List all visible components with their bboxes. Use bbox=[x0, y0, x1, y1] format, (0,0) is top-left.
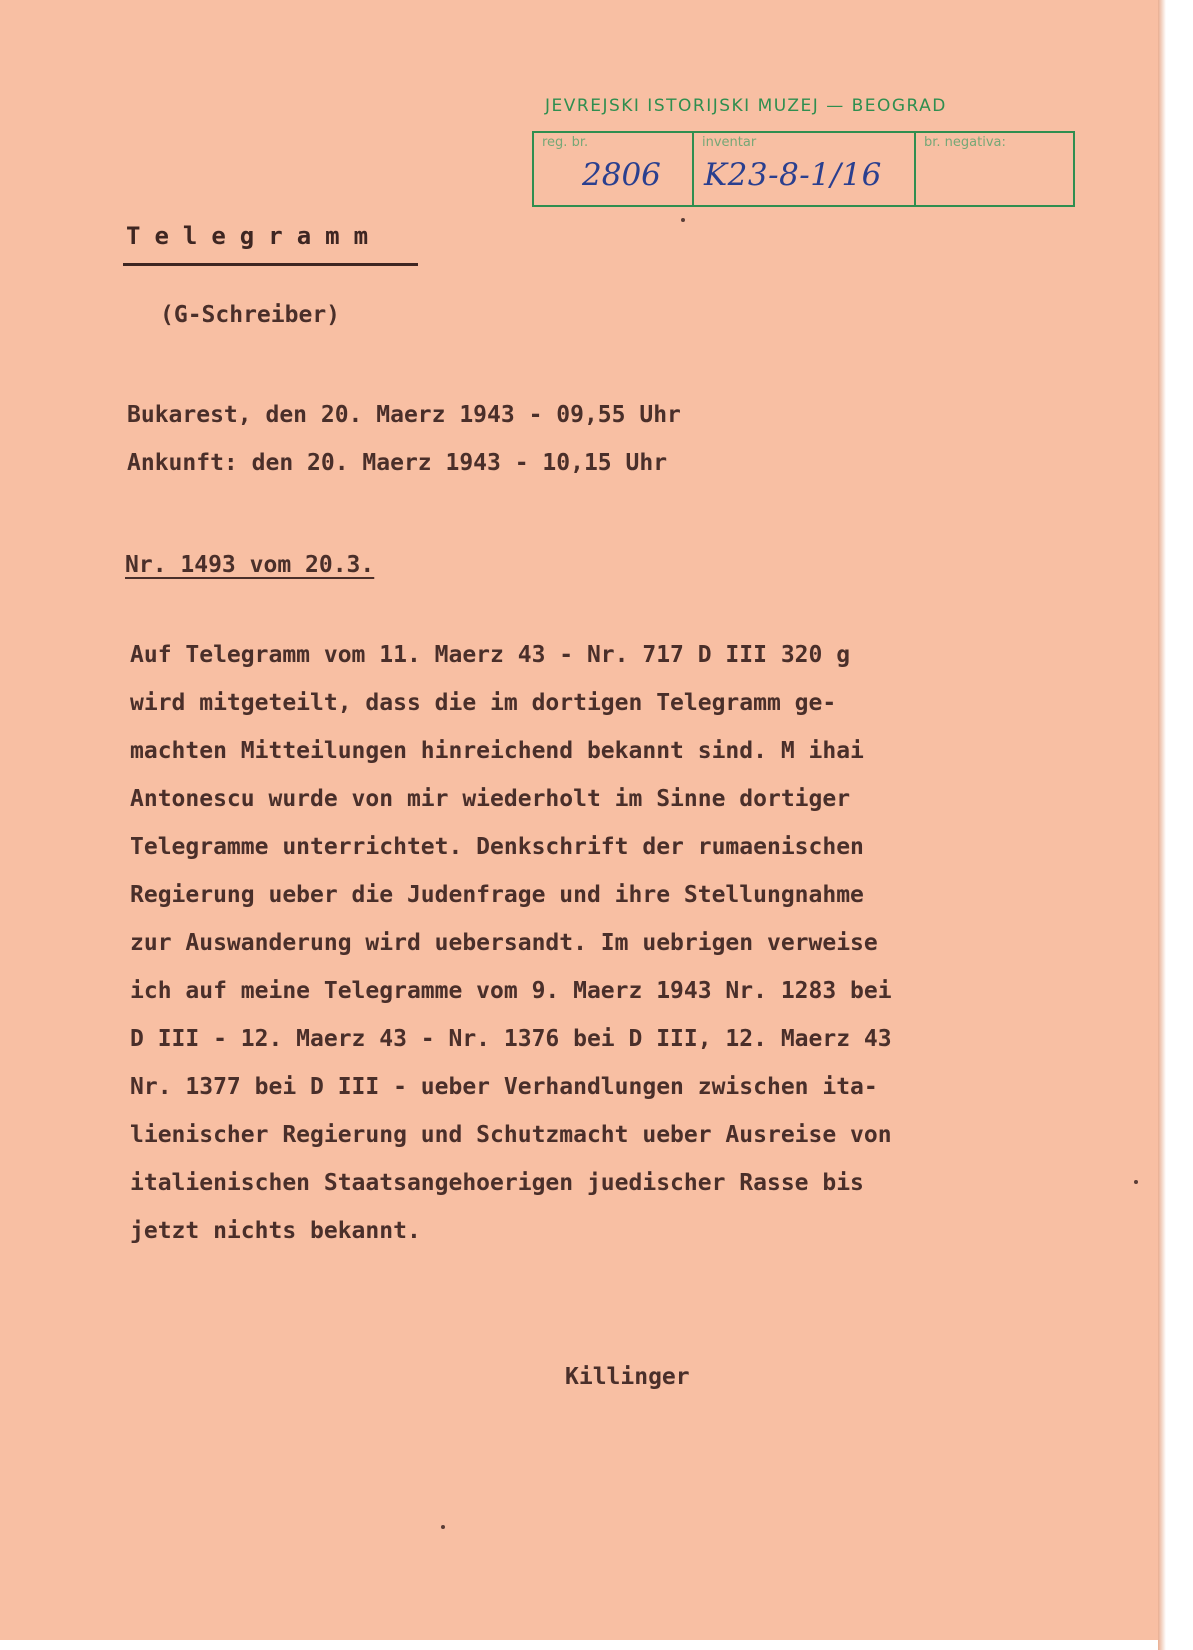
body-line: D III - 12. Maerz 43 - Nr. 1376 bei D III, 12. Maerz 43 bbox=[130, 1026, 892, 1052]
body-line: machten Mitteilungen hinreichend bekannt sind. M ihai bbox=[130, 738, 864, 764]
page-edge bbox=[1158, 0, 1166, 1650]
inv-number: K23-8-1/16 bbox=[704, 157, 882, 193]
stamp-label-reg: reg. br. bbox=[542, 135, 589, 150]
body-line: zur Auswanderung wird uebersandt. Im uebrigen verweise bbox=[130, 930, 878, 956]
body-line: ich auf meine Telegramme vom 9. Maerz 1943 Nr. 1283 bei bbox=[130, 978, 892, 1004]
document-title: Telegramm bbox=[126, 222, 383, 250]
body-line: Telegramme unterrichtet. Denkschrift der rumaenischen bbox=[130, 834, 864, 860]
stamp-cell-neg bbox=[916, 133, 1073, 205]
sent-line: Bukarest, den 20. Maerz 1943 - 09,55 Uhr bbox=[127, 402, 681, 428]
body-line: Auf Telegramm vom 11. Maerz 43 - Nr. 717 D III 320 g bbox=[130, 642, 851, 668]
arrival-line: Ankunft: den 20. Maerz 1943 - 10,15 Uhr bbox=[127, 450, 668, 476]
document-subtitle: (G-Schreiber) bbox=[160, 302, 341, 328]
body-line: Nr. 1377 bei D III - ueber Verhandlungen zwischen ita- bbox=[130, 1074, 878, 1100]
paper-speck bbox=[681, 218, 685, 222]
paper-speck bbox=[441, 1525, 445, 1529]
body-line: jetzt nichts bekannt. bbox=[130, 1218, 421, 1244]
body-line: Antonescu wurde von mir wiederholt im Sinne dortiger bbox=[130, 786, 851, 812]
stamp-label-inv: inventar bbox=[702, 135, 757, 150]
body-line: lienischer Regierung und Schutzmacht ueber Ausreise von bbox=[130, 1122, 892, 1148]
stamp-cell-inv bbox=[694, 133, 916, 205]
museum-stamp-box bbox=[532, 131, 1075, 207]
stamp-label-neg: br. negativa: bbox=[924, 135, 1006, 150]
title-underline bbox=[123, 263, 418, 266]
stamp-cell-reg bbox=[534, 133, 694, 205]
body-line: Regierung ueber die Judenfrage und ihre Stellungnahme bbox=[130, 882, 864, 908]
body-line: wird mitgeteilt, dass die im dortigen Telegramm ge- bbox=[130, 690, 837, 716]
reg-number: 2806 bbox=[582, 157, 661, 193]
paper-speck bbox=[1134, 1180, 1138, 1184]
museum-stamp-title: JEVREJSKI ISTORIJSKI MUZEJ — BEOGRAD bbox=[545, 96, 947, 116]
signature: Killinger bbox=[565, 1364, 690, 1390]
telegram-number: Nr. 1493 vom 20.3. bbox=[125, 552, 375, 578]
body-line: italienischen Staatsangehoerigen juedischer Rasse bis bbox=[130, 1170, 864, 1196]
